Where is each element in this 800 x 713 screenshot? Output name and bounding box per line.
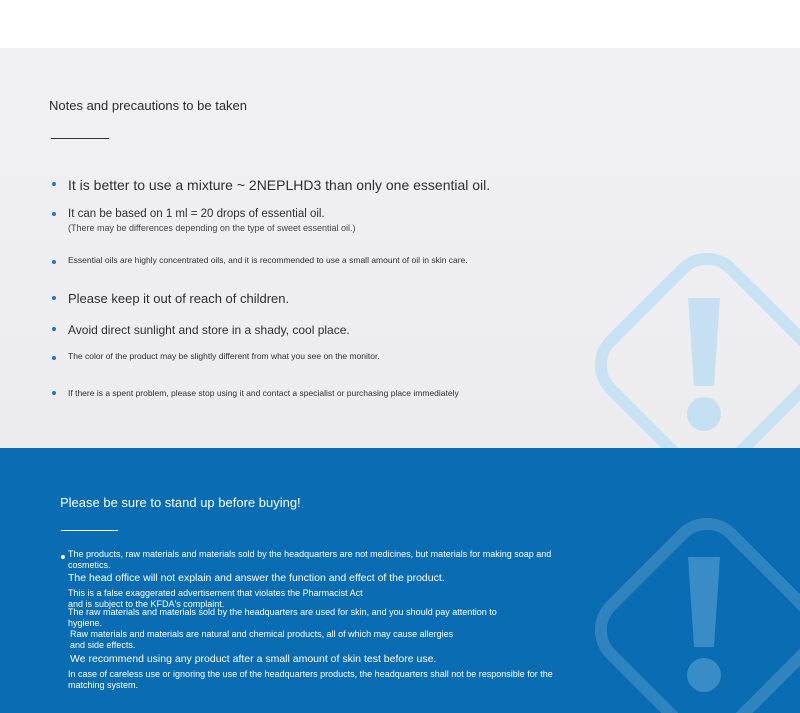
bullet-icon (52, 327, 56, 331)
notes-section (0, 48, 800, 448)
buy-line: The raw materials and materials sold by the headquarters are used for skin, and you should pay attention to hygiene. (68, 607, 497, 628)
notes-item (68, 255, 473, 266)
buy-line: and side effects. (70, 640, 136, 650)
top-white-margin (0, 0, 800, 48)
notes-item-text: Please keep it out of reach of children. (68, 291, 290, 306)
notes-item-text: The color of the product may be slightly different from what you see on the monitor. (68, 351, 380, 361)
notes-item (68, 388, 459, 399)
buy-line: and is subject to the KFDA's complaint. (68, 599, 225, 609)
notes-item-text: It is better to use a mixture ~ 2NEPLHD3 than only one essential oil. (68, 177, 491, 193)
bullet-icon (61, 555, 65, 559)
notes-item (68, 351, 388, 362)
buy-line: We recommend using any product after a small amount of skin test before use. (70, 653, 437, 665)
title-underline (61, 530, 118, 531)
notes-list (0, 48, 800, 448)
buy-line: In case of careless use or ignoring the use of the headquarters products, the headquarters shall not be responsible for the matching system. (68, 669, 553, 690)
notes-item-subtext: (There may be differences depending on the type of sweet essential oil.) (68, 223, 356, 233)
bullet-icon (52, 260, 56, 264)
buy-line: The head office will not explain and answer the function and effect of the product. (68, 572, 445, 584)
notes-item-text: Essential oils are highly concentrated oils, and it is recommended to use a small amount of oil in skin care. (68, 255, 468, 265)
buy-line: The products, raw materials and materials sold by the headquarters are not medicines, but materials for making soap and cosmetics. (68, 549, 552, 570)
notes-item-text: It can be based on 1 ml = 20 drops of essential oil. (68, 208, 325, 220)
notes-item (68, 177, 490, 193)
notes-title: Notes and precautions to be taken (49, 98, 248, 113)
buy-line: Raw materials and materials are natural and chemical products, all of which may cause allergies (70, 629, 454, 639)
notes-item-text: If there is a spent problem, please stop using it and contact a specialist or purchasing place immediately (68, 388, 459, 398)
notes-item (68, 208, 356, 233)
buy-warning-section (0, 448, 800, 713)
bullet-icon (52, 182, 56, 186)
bullet-icon (52, 356, 56, 360)
notes-item-text: Avoid direct sunlight and store in a shady, cool place. (68, 323, 350, 337)
notes-item (68, 323, 350, 337)
bullet-icon (52, 212, 56, 216)
warning-diamond-icon (582, 505, 800, 713)
notes-item (68, 291, 289, 306)
buy-section-title: Please be sure to stand up before buying! (60, 495, 301, 510)
buy-line: This is a false exaggerated advertisement that violates the Pharmacist Act (68, 588, 363, 598)
bullet-icon (52, 296, 56, 300)
bullet-icon (52, 391, 56, 395)
